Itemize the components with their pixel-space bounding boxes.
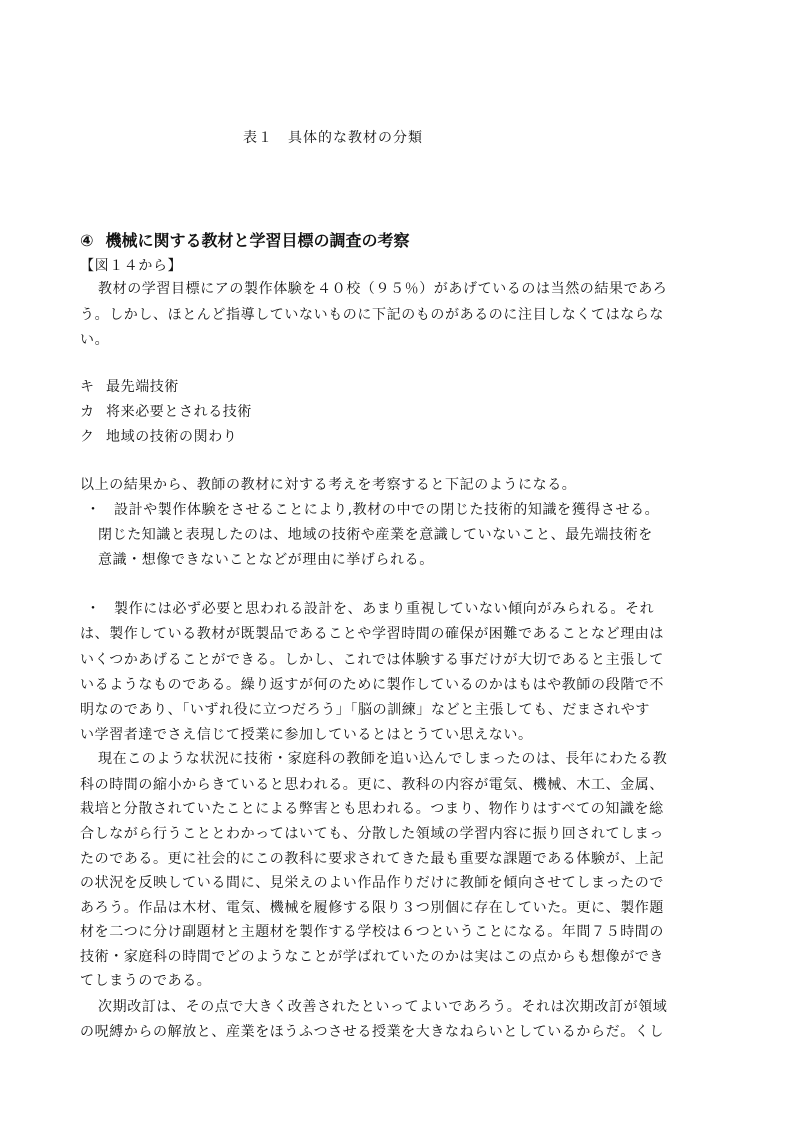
bullet-mark: ・ <box>86 601 101 617</box>
list-item-mark: キ <box>80 379 95 395</box>
list-item-mark: カ <box>80 404 95 420</box>
list-item <box>80 377 179 397</box>
paragraph-line: 合しながら行うこととわかってはいても、分散した領域の学習内容に振り回されてしまっ <box>80 826 664 842</box>
bullet-mark: ・ <box>86 502 101 518</box>
paragraph-line: 科の時間の縮小からきていると思われる。更に、教科の内容が電気、機械、木工、金属、 <box>80 777 664 793</box>
list-item-text: 最先端技術 <box>106 379 179 395</box>
list-item <box>80 402 252 422</box>
paragraph-line: 栽培と分散されていたことによる弊害とも思われる。つまり、物作りはすべての知識を総 <box>80 801 664 817</box>
paragraph-line: の状況を反映している間に、見栄えのよい作品作りだけに教師を傾向させてしまったので <box>80 875 664 891</box>
paragraph-line: 現在このような状況に技術・家庭科の教師を追い込んでしまったのは、長年にわたる教 <box>98 751 668 767</box>
paragraph-line: う。しかし、ほとんど指導していないものに下記のものがあるのに注目しなくてはならな <box>80 307 664 323</box>
bullet-line: い学習者達でさえ信じて授業に参加しているとはとうてい思えない。 <box>80 727 533 743</box>
list-item-text: 将来必要とされる技術 <box>106 404 252 420</box>
bullet-line <box>86 599 654 619</box>
bullet-line: いくつかあげることができる。しかし、これでは体験する事だけが大切であると主張して <box>80 652 664 668</box>
bullet-line: 明なのであり、「いずれ役に立つだろう」「脳の訓練」などと主張しても、だまされやす <box>80 702 650 718</box>
section-title: 機械に関する教材と学習目標の調査の考察 <box>105 231 410 250</box>
list-item-text: 地域の技術の関わり <box>106 429 238 445</box>
section-number: ④ <box>80 231 94 250</box>
paragraph-line: あろう。作品は木材、電気、機械を履修する限り３つ別個に存在していた。更に、製作題 <box>80 900 664 916</box>
bullet-text: 設計や製作体験をさせることにより,教材の中での閉じた技術的知識を獲得させる。 <box>114 502 660 518</box>
bullet-line: は、製作している教材が既製品であることや学習時間の確保が困難であることなど理由は <box>80 626 664 642</box>
paragraph-line: 技術・家庭科の時間でどのようなことが学ばれていたのかは実はこの点からも想像ができ <box>80 949 664 965</box>
paragraph-line: 以上の結果から、教師の教材に対する考えを考察すると下記のようになる。 <box>80 477 577 493</box>
paragraph-line: たのである。更に社会的にこの教科に要求されてきた最も重要な課題である体験が、上記 <box>80 851 664 867</box>
paragraph-line: てしまうのである。 <box>80 973 212 989</box>
bullet-line: いるようなものである。繰り返すが何のために製作しているのかはもはや教師の段階で不 <box>80 677 664 693</box>
bullet-line: 閉じた知識と表現したのは、地域の技術や産業を意識していないこと、最先端技術を <box>98 527 653 543</box>
paragraph-line: 教材の学習目標にアの製作体験を４０校（９５％）があげているのは当然の結果であろ <box>98 281 668 297</box>
source-note: 【図１４から】 <box>80 258 183 274</box>
bullet-line <box>86 500 659 520</box>
bullet-text: 製作には必ず必要と思われる設計を、あまり重視していない傾向がみられる。それ <box>114 601 655 617</box>
paragraph-line: の呪縛からの解放と、産業をほうふつさせる授業を大きなねらいとしているからだ。くし <box>80 1024 664 1040</box>
paragraph-line: い。 <box>80 332 110 348</box>
table-caption: 表１ 具体的な教材の分類 <box>243 130 423 146</box>
bullet-line: 意識・想像できないことなどが理由に挙げられる。 <box>98 552 434 568</box>
section-heading <box>80 228 410 251</box>
list-item-mark: ク <box>80 429 95 445</box>
paragraph-line: 次期改訂は、その点で大きく改善されたといってよいであろう。それは次期改訂が領域 <box>98 999 668 1015</box>
list-item <box>80 427 237 447</box>
paragraph-line: 材を二つに分け副題材と主題材を製作する学校は６つということになる。年間７５時間の <box>80 924 664 940</box>
